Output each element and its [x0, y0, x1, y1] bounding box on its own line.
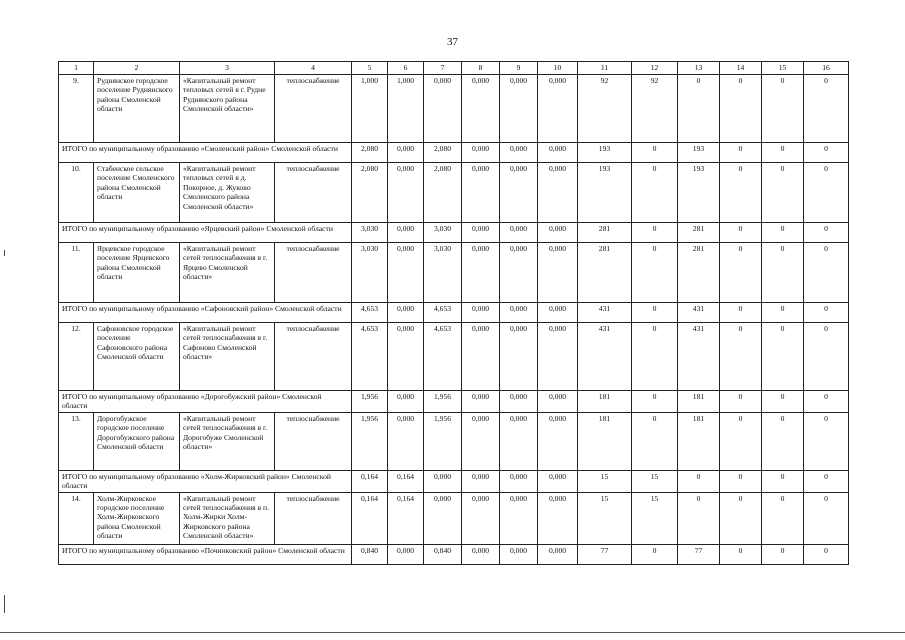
value-cell: 15 [578, 492, 632, 544]
total-value-cell: 193 [578, 143, 632, 163]
value-cell: 0,000 [500, 243, 538, 303]
total-label: ИТОГО по муниципальному образованию «Ярцевский район» Смоленской области [59, 223, 352, 243]
total-row [59, 391, 849, 413]
municipality-cell: Руднянское городское поселение Руднянского района Смоленской области [94, 75, 180, 143]
total-value-cell: 2,080 [352, 143, 388, 163]
row-number: 12. [59, 323, 94, 391]
value-cell: 193 [578, 163, 632, 223]
value-cell: 181 [678, 412, 720, 470]
project-cell: «Капитальный ремонт сетей теплоснабжения в г. Сафоново Смоленской области» [180, 323, 275, 391]
total-value-cell: 0,000 [462, 143, 500, 163]
total-value-cell: 0,000 [424, 470, 462, 492]
total-label: ИТОГО по муниципальному образованию «Дорогобужский район» Смоленской области [59, 391, 352, 413]
total-value-cell: 4,653 [352, 303, 388, 323]
column-header: 16 [804, 62, 849, 75]
value-cell: 0 [762, 163, 804, 223]
total-value-cell: 0,000 [500, 544, 538, 564]
row-number: 9. [59, 75, 94, 143]
column-header: 10 [538, 62, 578, 75]
value-cell: 3,030 [352, 243, 388, 303]
column-header: 12 [632, 62, 678, 75]
value-cell: 0 [678, 492, 720, 544]
value-cell: 0 [804, 243, 849, 303]
table-row [59, 75, 849, 143]
value-cell: 0 [720, 163, 762, 223]
value-cell: 0,000 [462, 492, 500, 544]
table-row [59, 492, 849, 544]
value-cell: 0 [678, 75, 720, 143]
total-value-cell: 0 [720, 303, 762, 323]
total-value-cell: 0,000 [500, 223, 538, 243]
value-cell: 0 [804, 412, 849, 470]
total-value-cell: 0 [720, 470, 762, 492]
value-cell: 0 [632, 323, 678, 391]
value-cell: 193 [678, 163, 720, 223]
value-cell: 4,653 [424, 323, 462, 391]
total-value-cell: 4,653 [424, 303, 462, 323]
total-label: ИТОГО по муниципальному образованию «Смоленский район» Смоленской области [59, 143, 352, 163]
value-cell: 0,000 [538, 412, 578, 470]
value-cell: 0 [804, 163, 849, 223]
value-cell: 0,000 [462, 243, 500, 303]
total-row [59, 143, 849, 163]
total-value-cell: 0,000 [462, 303, 500, 323]
table-row [59, 243, 849, 303]
value-cell: 92 [578, 75, 632, 143]
value-cell: 0,000 [538, 243, 578, 303]
value-cell: 0,164 [352, 492, 388, 544]
value-cell: 0,000 [388, 243, 424, 303]
total-value-cell: 0 [762, 223, 804, 243]
column-header: 14 [720, 62, 762, 75]
category-cell: теплоснабжение [275, 412, 352, 470]
value-cell: 0 [720, 243, 762, 303]
total-value-cell: 0,000 [538, 303, 578, 323]
value-cell: 0 [720, 412, 762, 470]
value-cell: 0 [762, 243, 804, 303]
value-cell: 0,000 [462, 163, 500, 223]
total-value-cell: 0 [632, 223, 678, 243]
value-cell: 0 [632, 243, 678, 303]
value-cell: 0,000 [388, 163, 424, 223]
total-value-cell: 0 [720, 544, 762, 564]
total-value-cell: 1,956 [352, 391, 388, 413]
column-header: 7 [424, 62, 462, 75]
total-value-cell: 0,164 [388, 470, 424, 492]
total-value-cell: 0,000 [538, 544, 578, 564]
total-row [59, 303, 849, 323]
table-row [59, 323, 849, 391]
total-value-cell: 0 [804, 470, 849, 492]
total-value-cell: 0,000 [538, 391, 578, 413]
total-value-cell: 0,000 [462, 470, 500, 492]
value-cell: 281 [678, 243, 720, 303]
total-value-cell: 0 [678, 470, 720, 492]
total-value-cell: 2,080 [424, 143, 462, 163]
total-value-cell: 0 [804, 223, 849, 243]
project-cell: «Капитальный ремонт тепловых сетей в д. Покорное, д. Жуково Смоленского района Смоленской области» [180, 163, 275, 223]
total-value-cell: 0 [720, 223, 762, 243]
total-value-cell: 181 [678, 391, 720, 413]
value-cell: 0,000 [388, 412, 424, 470]
value-cell: 0,000 [500, 163, 538, 223]
column-header: 6 [388, 62, 424, 75]
row-number: 13. [59, 412, 94, 470]
project-cell: «Капитальный ремонт сетей теплоснабжения в п. Холм-Жирки Холм-Жирковского района Смоленской области» [180, 492, 275, 544]
category-cell: теплоснабжение [275, 492, 352, 544]
column-header: 5 [352, 62, 388, 75]
total-value-cell: 0,000 [462, 391, 500, 413]
total-value-cell: 77 [678, 544, 720, 564]
value-cell: 4,653 [352, 323, 388, 391]
value-cell: 0,000 [538, 75, 578, 143]
total-value-cell: 0 [804, 391, 849, 413]
column-header: 11 [578, 62, 632, 75]
scan-margin-mark [4, 595, 5, 613]
project-cell: «Капитальный ремонт сетей теплоснабжения в г. Ярцево Смоленской области» [180, 243, 275, 303]
table-body [59, 62, 849, 565]
row-number: 14. [59, 492, 94, 544]
value-cell: 0 [632, 163, 678, 223]
total-value-cell: 0,000 [538, 470, 578, 492]
value-cell: 0 [720, 323, 762, 391]
column-header: 13 [678, 62, 720, 75]
value-cell: 0 [804, 75, 849, 143]
total-value-cell: 0 [762, 303, 804, 323]
total-value-cell: 0 [632, 544, 678, 564]
value-cell: 0,000 [388, 323, 424, 391]
total-value-cell: 0 [804, 303, 849, 323]
total-value-cell: 0,000 [388, 391, 424, 413]
total-value-cell: 193 [678, 143, 720, 163]
municipality-cell: Холм-Жирковское городское поселение Холм-Жирковского района Смоленской области [94, 492, 180, 544]
value-cell: 431 [678, 323, 720, 391]
column-header: 2 [94, 62, 180, 75]
value-cell: 0,000 [500, 323, 538, 391]
value-cell: 0,000 [424, 75, 462, 143]
total-label: ИТОГО по муниципальному образованию «Холм-Жирковский район» Смоленской области [59, 470, 352, 492]
row-number: 10. [59, 163, 94, 223]
total-value-cell: 0,000 [500, 391, 538, 413]
value-cell: 15 [632, 492, 678, 544]
project-cell: «Капитальный ремонт сетей теплоснабжения в г. Дорогобуже Смоленской области» [180, 412, 275, 470]
value-cell: 1,956 [352, 412, 388, 470]
financing-table [58, 61, 849, 565]
total-value-cell: 0,840 [352, 544, 388, 564]
value-cell: 92 [632, 75, 678, 143]
total-value-cell: 0,000 [388, 223, 424, 243]
total-value-cell: 0 [804, 544, 849, 564]
value-cell: 431 [578, 323, 632, 391]
value-cell: 0 [804, 492, 849, 544]
total-value-cell: 0 [762, 544, 804, 564]
total-row [59, 223, 849, 243]
value-cell: 0,000 [538, 323, 578, 391]
table-row [59, 412, 849, 470]
column-header: 15 [762, 62, 804, 75]
total-value-cell: 0,164 [352, 470, 388, 492]
total-value-cell: 281 [578, 223, 632, 243]
total-value-cell: 0,000 [500, 470, 538, 492]
total-value-cell: 0 [762, 470, 804, 492]
total-value-cell: 0 [762, 143, 804, 163]
value-cell: 0 [720, 75, 762, 143]
value-cell: 0 [762, 323, 804, 391]
value-cell: 0,000 [462, 412, 500, 470]
value-cell: 0,000 [500, 492, 538, 544]
total-value-cell: 0,000 [462, 223, 500, 243]
value-cell: 2,080 [352, 163, 388, 223]
total-value-cell: 431 [678, 303, 720, 323]
total-value-cell: 0,000 [538, 223, 578, 243]
total-value-cell: 0,000 [388, 544, 424, 564]
total-value-cell: 15 [632, 470, 678, 492]
table-row [59, 163, 849, 223]
header-row [59, 62, 849, 75]
total-row [59, 470, 849, 492]
value-cell: 0 [804, 323, 849, 391]
value-cell: 0,000 [462, 75, 500, 143]
total-value-cell: 431 [578, 303, 632, 323]
total-value-cell: 3,030 [424, 223, 462, 243]
municipality-cell: Стабенское сельское поселение Смоленского района Смоленской области [94, 163, 180, 223]
total-row [59, 544, 849, 564]
total-value-cell: 3,030 [352, 223, 388, 243]
category-cell: теплоснабжение [275, 243, 352, 303]
value-cell: 1,000 [388, 75, 424, 143]
value-cell: 2,080 [424, 163, 462, 223]
total-value-cell: 0 [720, 391, 762, 413]
column-header: 8 [462, 62, 500, 75]
value-cell: 0 [762, 75, 804, 143]
value-cell: 0 [762, 492, 804, 544]
total-value-cell: 0 [762, 391, 804, 413]
total-value-cell: 15 [578, 470, 632, 492]
category-cell: теплоснабжение [275, 75, 352, 143]
value-cell: 0,000 [538, 492, 578, 544]
value-cell: 0 [762, 412, 804, 470]
total-value-cell: 0 [720, 143, 762, 163]
total-value-cell: 0,000 [500, 303, 538, 323]
page-number: 37 [447, 36, 458, 48]
total-value-cell: 0,000 [538, 143, 578, 163]
total-label: ИТОГО по муниципальному образованию «Починковский район» Смоленской области [59, 544, 352, 564]
total-value-cell: 77 [578, 544, 632, 564]
scan-bottom-line [0, 632, 905, 633]
total-value-cell: 0 [632, 391, 678, 413]
category-cell: теплоснабжение [275, 323, 352, 391]
column-header: 3 [180, 62, 275, 75]
value-cell: 0,000 [500, 412, 538, 470]
value-cell: 281 [578, 243, 632, 303]
value-cell: 0 [720, 492, 762, 544]
value-cell: 0,000 [538, 163, 578, 223]
total-value-cell: 0,000 [500, 143, 538, 163]
value-cell: 1,956 [424, 412, 462, 470]
total-value-cell: 0,000 [388, 303, 424, 323]
value-cell: 181 [578, 412, 632, 470]
municipality-cell: Ярцевское городское поселение Ярцевского района Смоленской области [94, 243, 180, 303]
value-cell: 3,030 [424, 243, 462, 303]
project-cell: «Капитальный ремонт тепловых сетей в г. Рудне Руднянского района Смоленской области» [180, 75, 275, 143]
value-cell: 0,000 [424, 492, 462, 544]
total-value-cell: 1,956 [424, 391, 462, 413]
municipality-cell: Дорогобужское городское поселение Дорогобужского района Смоленской области [94, 412, 180, 470]
total-value-cell: 0 [632, 143, 678, 163]
row-number: 11. [59, 243, 94, 303]
value-cell: 0,164 [388, 492, 424, 544]
value-cell: 0,000 [462, 323, 500, 391]
total-value-cell: 0 [804, 143, 849, 163]
total-value-cell: 0,840 [424, 544, 462, 564]
total-value-cell: 0,000 [462, 544, 500, 564]
total-value-cell: 0 [632, 303, 678, 323]
value-cell: 0 [632, 412, 678, 470]
total-value-cell: 281 [678, 223, 720, 243]
column-header: 1 [59, 62, 94, 75]
scan-margin-mark [4, 250, 5, 256]
column-header: 4 [275, 62, 352, 75]
total-value-cell: 0,000 [388, 143, 424, 163]
total-value-cell: 181 [578, 391, 632, 413]
value-cell: 0,000 [500, 75, 538, 143]
category-cell: теплоснабжение [275, 163, 352, 223]
column-header: 9 [500, 62, 538, 75]
total-label: ИТОГО по муниципальному образованию «Сафоновский район» Смоленской области [59, 303, 352, 323]
municipality-cell: Сафоновское городское поселение Сафоновского района Смоленской области [94, 323, 180, 391]
value-cell: 1,000 [352, 75, 388, 143]
